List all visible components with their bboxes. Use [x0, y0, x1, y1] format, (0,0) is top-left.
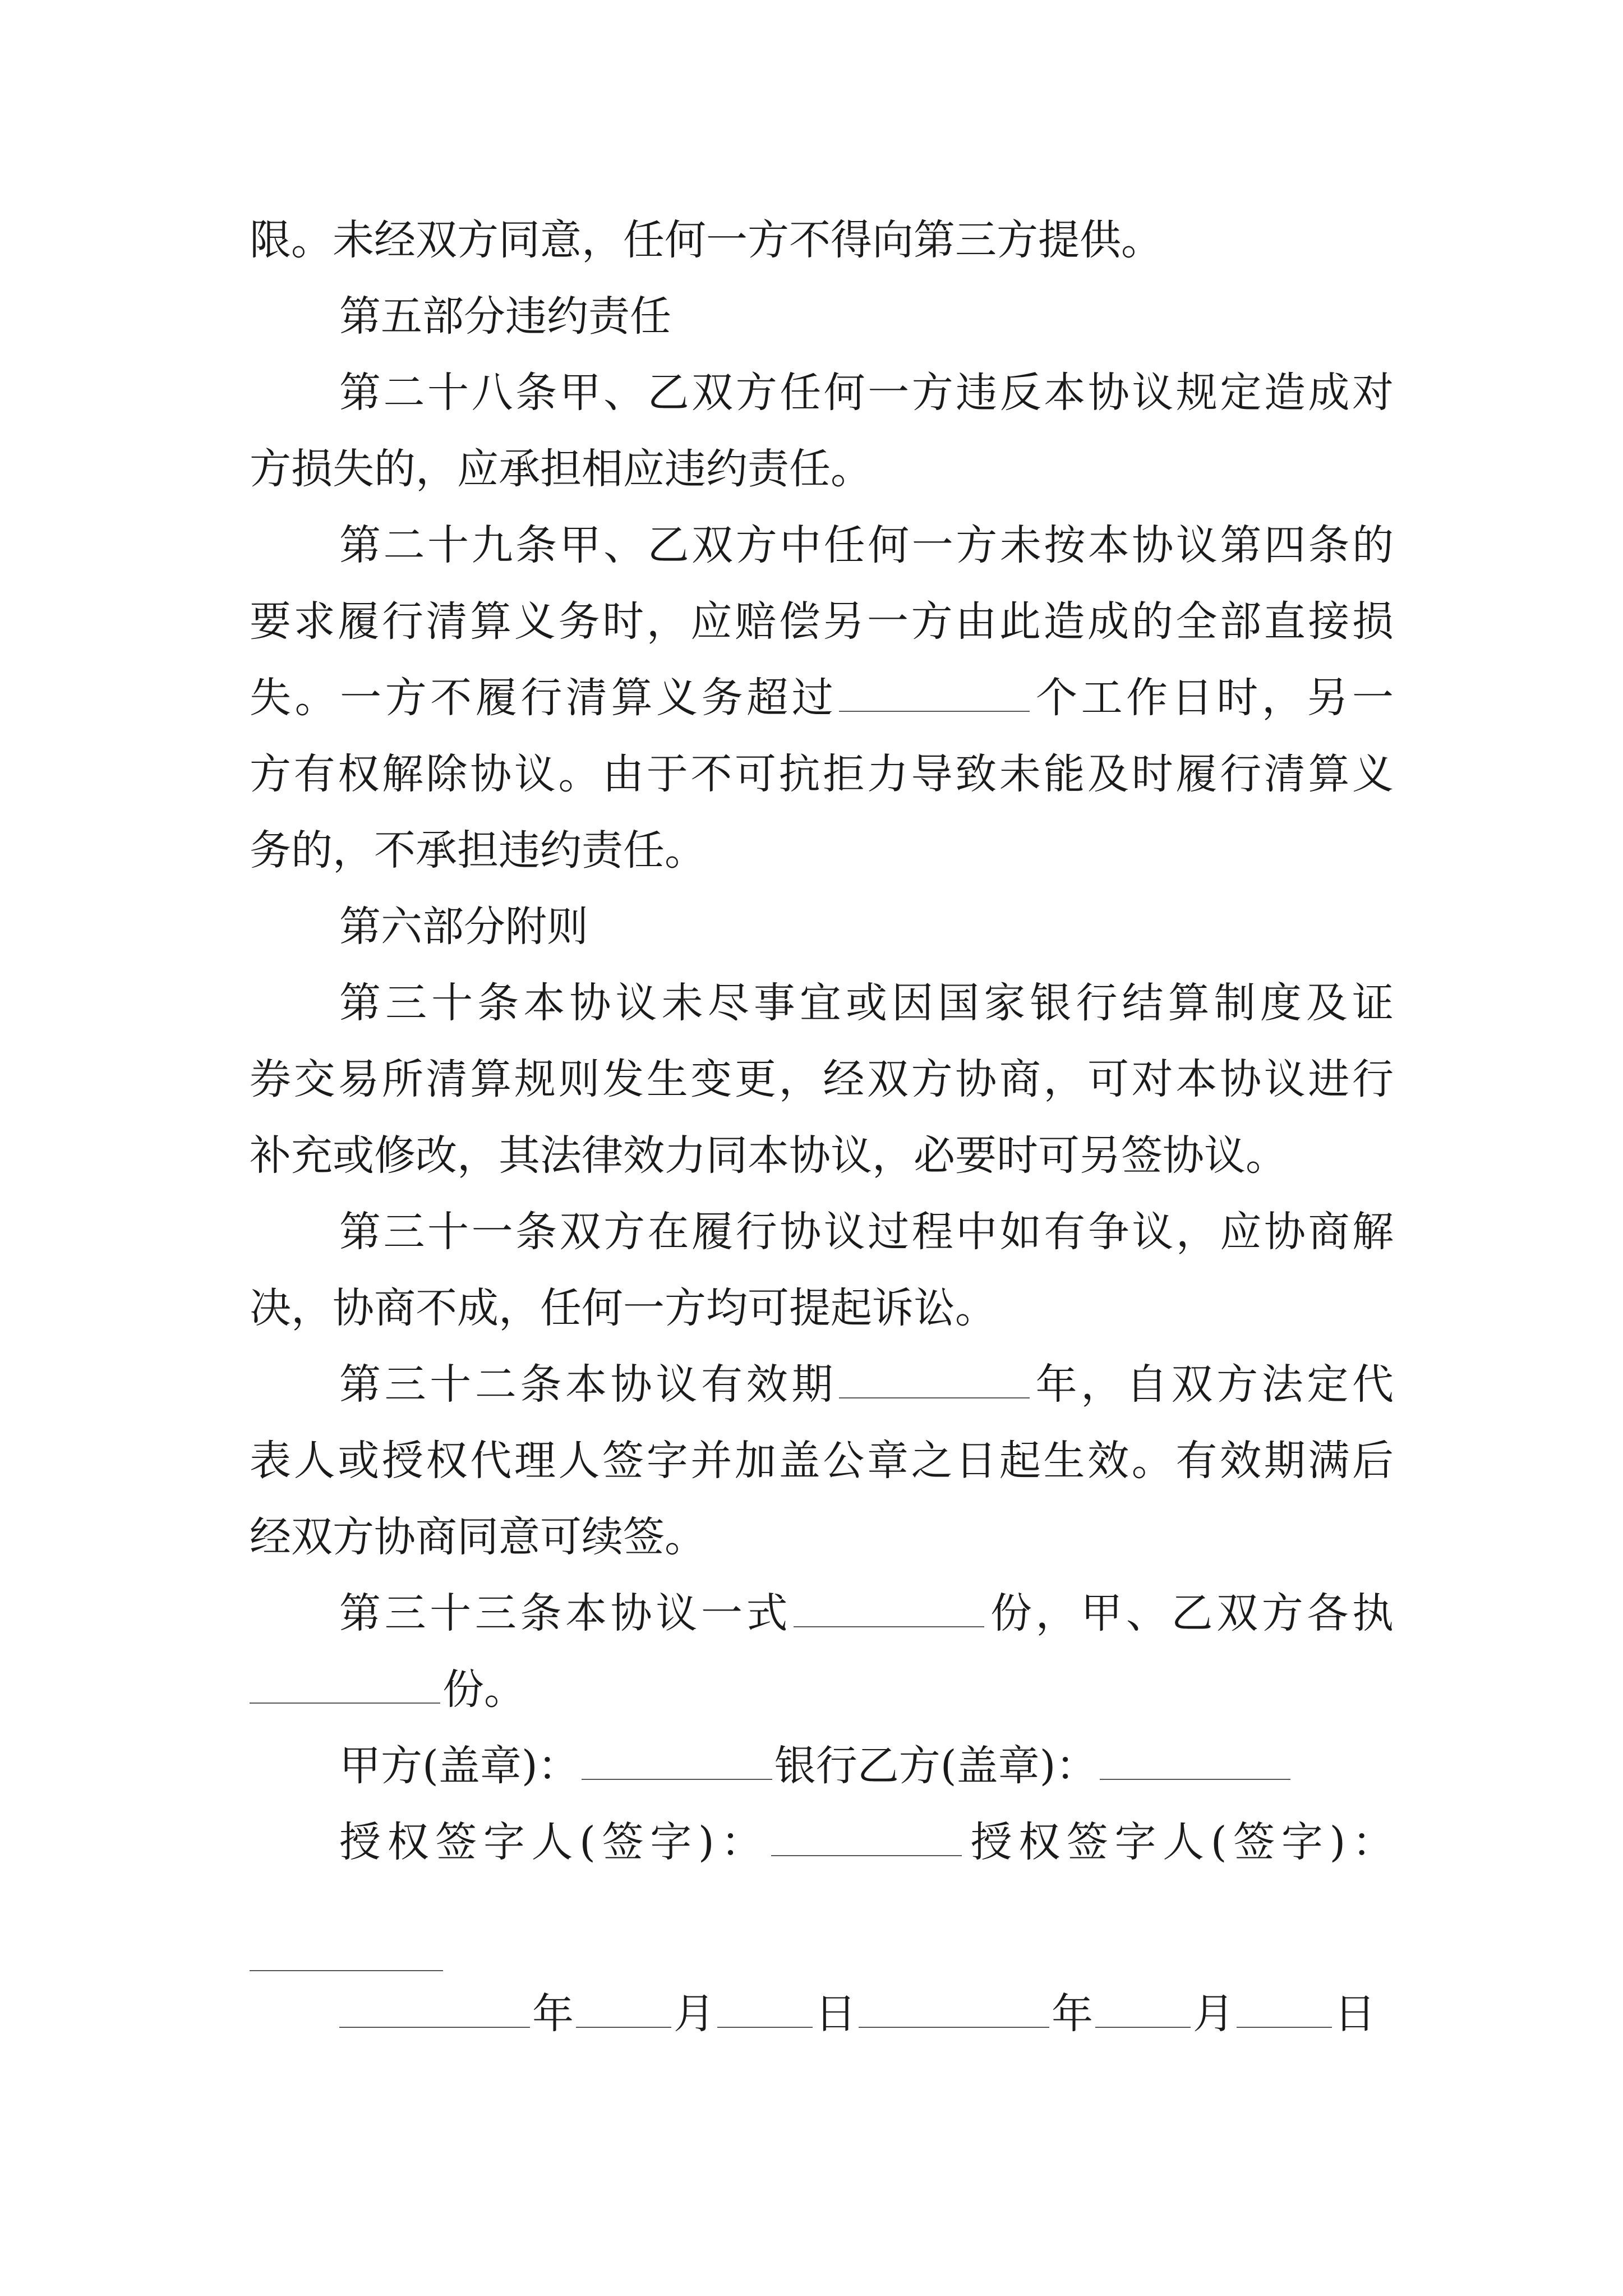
date-line: [339, 1986, 1394, 2042]
article-31-line-2: [250, 1280, 1394, 1336]
article-29-text-end: 务的，不承担违约责任。: [250, 826, 706, 875]
party-b-year-blank: [859, 1987, 1049, 2028]
party-a-signatory-blank: [771, 1816, 962, 1856]
party-a-year-label: 年: [532, 1990, 574, 2038]
article-33-text-a: 第三十三条本协议一式: [339, 1589, 792, 1637]
party-a-day-label: 日: [815, 1990, 856, 2038]
article-29-line-4: 方有权解除协议。由于不可抗拒力导致未能及时履行清算义: [250, 750, 1394, 798]
party-b-month-blank: [1095, 1987, 1191, 2028]
article-29-text-a: 失。一方不履行清算义务超过: [250, 674, 837, 722]
article-30-line-3: [250, 1128, 1394, 1184]
party-b-signatory-label: 授权签字人(签字)：: [964, 1818, 1394, 1866]
heading-part-six: 第六部分附则: [339, 903, 588, 951]
party-a-month-blank: [576, 1987, 671, 2028]
workdays-blank: [839, 671, 1030, 712]
party-a-month-label: 月: [674, 1990, 715, 2038]
article-29-line-1: 第二十九条甲、乙双方中任何一方未按本协议第四条的: [339, 521, 1394, 569]
party-a-seal-blank: [582, 1740, 772, 1780]
article-29-line-3: [250, 670, 1394, 726]
section-heading: [339, 899, 1394, 955]
paragraph-line: [250, 212, 1394, 268]
article-31-text-end: 决，协商不成，任何一方均可提起诉讼。: [250, 1284, 997, 1332]
signatory-line: [339, 1814, 1394, 1870]
party-a-signatory-label: 授权签字人(签字)：: [339, 1818, 769, 1866]
article-30-line-1: 第三十条本协议未尽事宜或因国家银行结算制度及证: [339, 979, 1394, 1027]
article-33-text-b: 份，甲、乙双方各执: [986, 1589, 1394, 1637]
article-33-text-end: 份。: [442, 1665, 525, 1714]
copies-total-blank: [794, 1587, 984, 1627]
article-33-line-2: [250, 1662, 1394, 1718]
article-29-text-b: 个工作日时，另一: [1032, 674, 1394, 722]
copies-each-blank: [250, 1663, 440, 1704]
party-b-signatory-blank: [250, 1970, 443, 1971]
article-32-line-3: [250, 1509, 1394, 1565]
article-28-line-1: 第二十八条甲、乙双方任何一方违反本协议规定造成对: [339, 369, 1394, 417]
party-a-seal-label: 甲方(盖章)：: [339, 1742, 579, 1790]
section-heading: [339, 288, 1394, 344]
party-b-month-label: 月: [1193, 1990, 1234, 2038]
party-b-day-label: 日: [1334, 1990, 1376, 2038]
article-32-text-b: 年，自双方法定代: [1031, 1360, 1394, 1409]
heading-part-five: 第五部分违约责任: [339, 292, 671, 341]
party-b-day-blank: [1237, 1987, 1332, 2028]
text-confidentiality-end: 限。未经双方同意，任何一方不得向第三方提供。: [250, 216, 1163, 264]
article-30-text-end: 补充或修改，其法律效力同本协议，必要时可另签协议。: [250, 1131, 1287, 1180]
article-28-line-2: [250, 441, 1394, 497]
article-32-text-end: 经双方协商同意可续签。: [250, 1513, 706, 1561]
article-32-text-a: 第三十二条本协议有效期: [339, 1360, 837, 1409]
party-b-year-label: 年: [1052, 1990, 1093, 2038]
party-b-seal-blank: [1100, 1740, 1290, 1780]
article-33-line-1: [339, 1585, 1394, 1641]
article-32-line-2: 表人或授权代理人签字并加盖公章之日起生效。有效期满后: [250, 1437, 1394, 1485]
party-b-seal-label: 银行乙方(盖章)：: [774, 1742, 1098, 1790]
article-29-line-5: [250, 822, 1394, 878]
article-29-line-2: 要求履行清算义务时，应赔偿另一方由此造成的全部直接损: [250, 597, 1394, 646]
article-30-line-2: 券交易所清算规则发生变更，经双方协商，可对本协议进行: [250, 1055, 1394, 1103]
validity-years-blank: [839, 1358, 1030, 1398]
seal-line: [339, 1738, 1394, 1794]
article-32-line-1: [339, 1356, 1394, 1412]
article-28-text: 方损失的，应承担相应违约责任。: [250, 445, 872, 493]
party-a-year-blank: [339, 1987, 530, 2028]
party-a-day-blank: [717, 1987, 813, 2028]
article-31-line-1: 第三十一条双方在履行协议过程中如有争议，应协商解: [339, 1208, 1394, 1256]
